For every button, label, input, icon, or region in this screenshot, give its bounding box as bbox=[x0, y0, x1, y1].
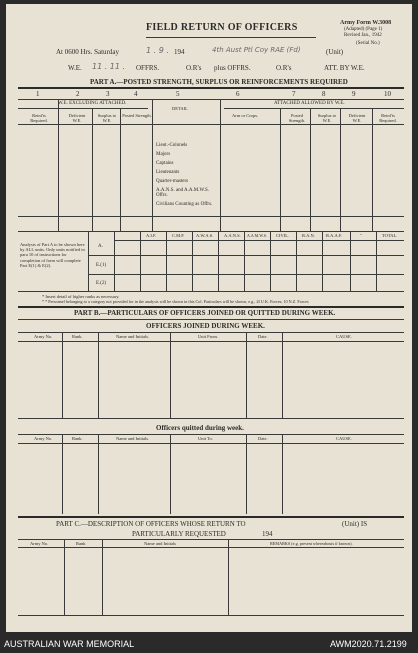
analysis-col-cmf: C.M.F. bbox=[172, 233, 185, 238]
header-deficient: Deficient W.E. bbox=[68, 113, 86, 123]
grid-line bbox=[120, 108, 121, 231]
quitted-col-date: Date. bbox=[258, 436, 268, 441]
grid-line bbox=[18, 319, 404, 320]
analysis-col-other: " bbox=[360, 233, 362, 238]
grid-line bbox=[282, 434, 283, 514]
attached-allowed-label: ATTACHED ALLOWED BY W.E. bbox=[274, 101, 345, 106]
joined-col-rank: Rank. bbox=[72, 334, 83, 339]
sub-rule bbox=[224, 108, 404, 109]
grid-line bbox=[296, 231, 297, 291]
grid-line bbox=[18, 332, 404, 333]
analysis-col-ran: R.A.N. bbox=[302, 233, 315, 238]
grid-line bbox=[102, 539, 103, 615]
quitted-col-unit-to: Unit To. bbox=[198, 436, 213, 441]
grid-line bbox=[152, 99, 153, 231]
offrs-label: OFFRS. bbox=[136, 64, 160, 72]
grid-line bbox=[18, 291, 404, 292]
grid-line bbox=[18, 615, 404, 616]
grid-line bbox=[376, 231, 377, 291]
grid-line bbox=[98, 332, 99, 418]
serial-label: (Serial No.) bbox=[356, 41, 380, 46]
we-handwritten: 11 . 11 . bbox=[92, 62, 126, 71]
grid-line bbox=[18, 341, 404, 342]
analysis-row-e1: E.(1) bbox=[96, 263, 107, 268]
grid-line bbox=[244, 231, 245, 291]
part-b-top-rule bbox=[18, 306, 404, 308]
part-a-title: PART A.—POSTED STRENGTH, SURPLUS OR REINFORCEMENTS REQUIRED bbox=[90, 78, 348, 86]
quitted-col-name: Name and Initials. bbox=[116, 436, 150, 441]
header-posted-strength: Posted Strength. bbox=[122, 113, 152, 118]
grid-line bbox=[114, 240, 404, 241]
year-label: 194 bbox=[174, 48, 185, 56]
grid-line bbox=[64, 539, 65, 615]
quitted-col-army-no: Army No. bbox=[34, 436, 53, 441]
joined-col-cause: CAUSE. bbox=[336, 334, 352, 339]
header-rule bbox=[18, 124, 404, 125]
quitted-title: Officers quitted during week. bbox=[156, 424, 244, 432]
part-c-col-army-no: Army No. bbox=[30, 541, 49, 546]
col-number: 10 bbox=[384, 90, 391, 98]
grid-line bbox=[282, 332, 283, 418]
plus-offrs-label: plus OFFRS. bbox=[214, 64, 251, 72]
grid-line bbox=[166, 231, 167, 291]
header-arm-corps: Arm or Corps. bbox=[232, 113, 259, 118]
grid-line bbox=[322, 231, 323, 291]
form-title: FIELD RETURN OF OFFICERS bbox=[146, 22, 298, 33]
part-c-col-remarks: REMARKS (e.g. present whereabouts if known). bbox=[270, 541, 353, 546]
grid-line bbox=[218, 231, 219, 291]
analysis-row-e2: E.(2) bbox=[96, 281, 107, 286]
footer-institution: AUSTRALIAN WAR MEMORIAL bbox=[4, 639, 135, 649]
col-number: 3 bbox=[106, 90, 110, 98]
grid-line bbox=[246, 332, 247, 418]
part-c-title-unit: (Unit) IS bbox=[342, 520, 368, 528]
analysis-col-awas: A.W.A.S. bbox=[196, 233, 214, 238]
part-a-top-rule bbox=[18, 87, 404, 89]
grid-line bbox=[228, 539, 229, 615]
header-reinf-required-att: Reinf'ts Required. bbox=[379, 113, 397, 123]
analysis-instructions: Analysis of Part A to be shown here by ALL units. Only units notified in para 10 of instructions for completion of form will complete Part E(1) & E(2). bbox=[20, 242, 85, 268]
joined-col-date: Date. bbox=[258, 334, 268, 339]
analysis-row-a: A. bbox=[98, 244, 103, 249]
grid-line bbox=[92, 108, 93, 231]
ors-label: O.R's bbox=[186, 64, 202, 72]
rank-civilians: Civilians Counting as Offrs. bbox=[156, 202, 213, 207]
grid-line bbox=[350, 231, 351, 291]
grid-line bbox=[170, 434, 171, 514]
grid-line bbox=[18, 443, 404, 444]
grid-line bbox=[192, 231, 193, 291]
we-label: W.E. bbox=[68, 64, 82, 72]
header-detail: DETAIL bbox=[172, 106, 188, 111]
footer-accession: AWM2020.71.2199 bbox=[330, 639, 407, 649]
part-c-col-rank: Rank bbox=[76, 541, 86, 546]
col-number: 5 bbox=[176, 90, 180, 98]
rank-majors: Majors bbox=[156, 152, 171, 157]
analysis-col-aif: A.I.F. bbox=[146, 233, 157, 238]
grid-line bbox=[98, 434, 99, 514]
grid-line bbox=[18, 547, 404, 548]
joined-title: OFFICERS JOINED DURING WEEK. bbox=[146, 322, 265, 330]
title-underline bbox=[146, 37, 316, 38]
att-by-we-label: ATT. BY W.E. bbox=[324, 64, 365, 72]
col-number: 6 bbox=[236, 90, 240, 98]
rank-aans: A.A.N.S. and A.A.M.W.S. Offrs. bbox=[156, 188, 210, 198]
quitted-col-cause: CAUSE. bbox=[336, 436, 352, 441]
col-number: 9 bbox=[352, 90, 356, 98]
grid-line bbox=[340, 108, 341, 231]
ors2-label: O.R's bbox=[276, 64, 292, 72]
analysis-col-aans: A.A.N.S. bbox=[224, 233, 241, 238]
col-number: 7 bbox=[292, 90, 296, 98]
grid-line bbox=[88, 231, 89, 291]
grid-line bbox=[280, 108, 281, 231]
part-a-bottom-rule bbox=[18, 231, 404, 232]
rank-lieut-colonels: Lieut.-Colonels bbox=[156, 143, 188, 148]
archive-footer bbox=[0, 634, 418, 653]
grid-line bbox=[18, 418, 404, 419]
grid-line bbox=[18, 539, 404, 540]
part-b-title: PART B.—PARTICULARS OF OFFICERS JOINED OR QUITTED DURING WEEK. bbox=[74, 309, 336, 317]
grid-line bbox=[88, 255, 404, 256]
col-number: 2 bbox=[76, 90, 80, 98]
quitted-col-rank: Rank. bbox=[72, 436, 83, 441]
grid-line bbox=[310, 108, 311, 231]
sub-rule bbox=[18, 108, 148, 109]
analysis-col-total: TOTAL. bbox=[382, 233, 398, 238]
col-number: 8 bbox=[322, 90, 326, 98]
grid-line bbox=[58, 99, 59, 231]
header-surplus: Surplus to W.E. bbox=[97, 113, 117, 123]
grid-line bbox=[62, 434, 63, 514]
col-number-rule bbox=[18, 99, 404, 100]
joined-col-unit-from: Unit From. bbox=[198, 334, 219, 339]
header-surplus-att: Surplus to W.E. bbox=[317, 113, 337, 123]
col-number: 4 bbox=[134, 90, 138, 98]
part-c-year: 194 bbox=[262, 530, 273, 538]
grid-line bbox=[270, 231, 271, 291]
header-deficient-att: Deficient W.E. bbox=[348, 113, 366, 123]
grid-line bbox=[372, 108, 373, 231]
grid-line bbox=[246, 434, 247, 514]
grid-line bbox=[62, 332, 63, 418]
grid-line bbox=[88, 274, 404, 275]
unit-label: (Unit) bbox=[326, 48, 344, 56]
rank-lieutenants: Lieutenants bbox=[156, 170, 180, 175]
army-form-number: Army Form W.3008 bbox=[340, 20, 392, 26]
at-hours-label: At 0600 Hrs. Saturday bbox=[56, 48, 119, 56]
col-number: 1 bbox=[36, 90, 40, 98]
revised-label: Revised Jan., 1942 bbox=[344, 33, 382, 38]
analysis-col-raaf: R.A.A.F. bbox=[326, 233, 343, 238]
part-c-col-name: Name and Initials bbox=[144, 541, 176, 546]
total-rule bbox=[18, 216, 404, 217]
note-category: * * Personnel belonging to a category not provided for in the analysis will be shown in this Col. Particulars will be shown, e.g., 2I U.K. Forces; 10 N.Z. Forces bbox=[42, 299, 309, 304]
adapted-label: (Adapted) (Page 1) bbox=[344, 27, 383, 32]
part-c-title-1: PART C.—DESCRIPTION OF OFFICERS WHOSE RETURN TO bbox=[56, 520, 246, 528]
analysis-col-aamws: A.A.M.W.S. bbox=[247, 233, 267, 238]
we-excluding-label: W.E. EXCLUDING ATTACHED. bbox=[58, 101, 127, 106]
joined-col-army-no: Army No. bbox=[34, 334, 53, 339]
analysis-col-civil: CIVIL. bbox=[276, 233, 290, 238]
grid-line bbox=[18, 434, 404, 435]
header-reinf-required: Reinf'ts Required. bbox=[30, 113, 48, 123]
rank-captains: Captains bbox=[156, 161, 174, 166]
date-handwritten: 1 . 9 . bbox=[146, 46, 169, 55]
grid-line bbox=[140, 231, 141, 291]
unit-handwritten: 4th Aust Ptl Coy RAE (Fd) bbox=[212, 46, 301, 54]
header-posted-strength-att: Posted Strength. bbox=[288, 113, 306, 123]
rank-quarter-masters: Quarter-masters bbox=[156, 179, 189, 184]
grid-line bbox=[220, 99, 221, 231]
note-higher-ranks: * Insert detail of higher ranks as necessary. bbox=[42, 294, 120, 299]
part-c-top-rule bbox=[18, 516, 404, 518]
part-c-title-2: PARTICULARLY REQUESTED bbox=[132, 530, 226, 538]
joined-col-name: Name and Initials. bbox=[116, 334, 150, 339]
grid-line bbox=[170, 332, 171, 418]
form-sheet bbox=[6, 4, 412, 632]
